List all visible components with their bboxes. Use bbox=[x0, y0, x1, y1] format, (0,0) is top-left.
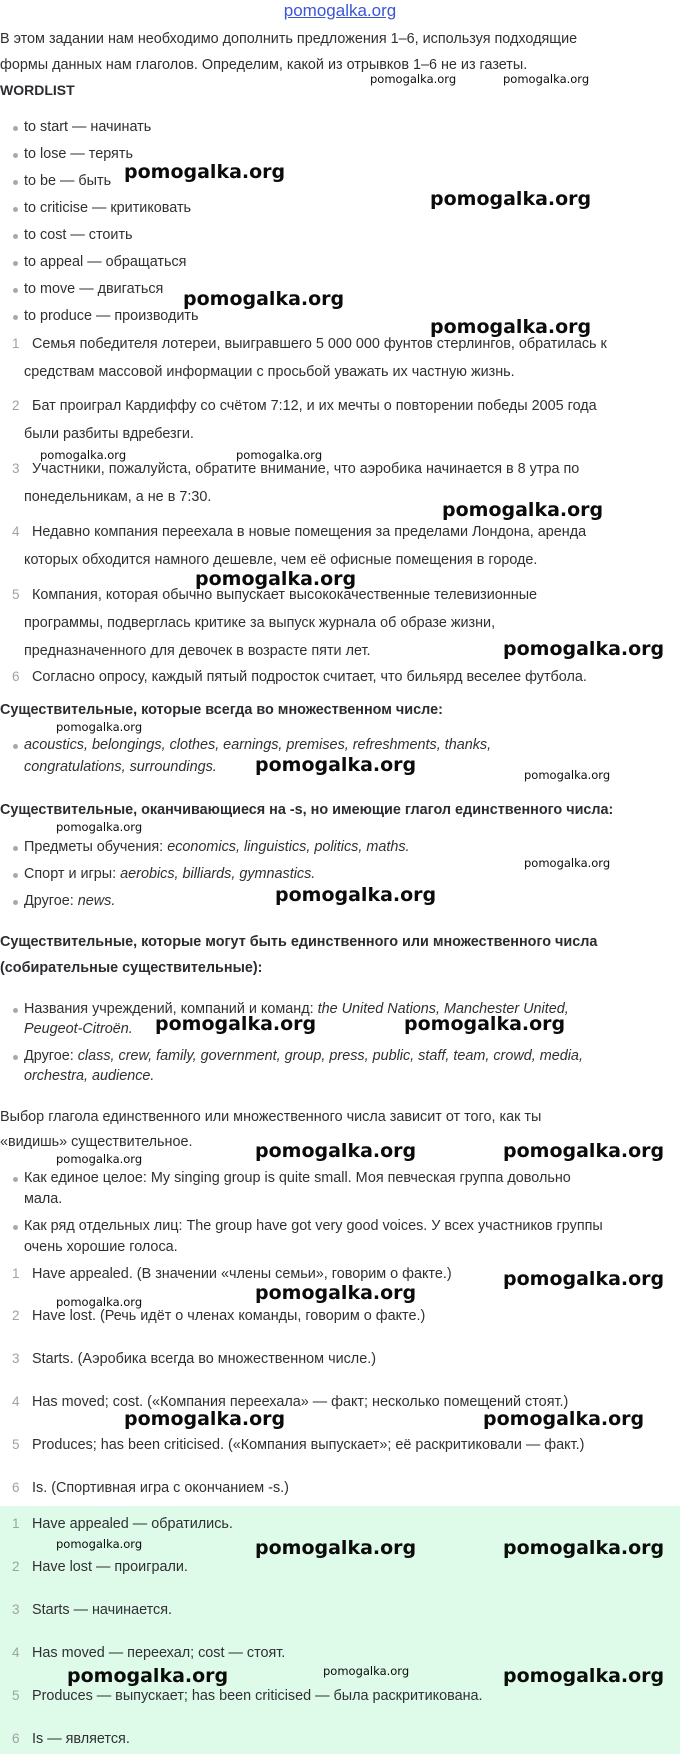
list-item: to move — двигаться bbox=[24, 281, 164, 297]
list-item bbox=[24, 860, 315, 888]
choice-text: «видишь» существительное. bbox=[0, 1134, 193, 1150]
bullet bbox=[13, 744, 18, 749]
watermark: pomogalka.org bbox=[255, 1537, 417, 1559]
answer-number: 1 bbox=[12, 1516, 20, 1531]
answer-number: 2 bbox=[12, 1559, 20, 1574]
watermark: pomogalka.org bbox=[323, 1664, 410, 1678]
bullet bbox=[13, 180, 18, 185]
passage-number: 2 bbox=[12, 398, 20, 413]
watermark: pomogalka.org bbox=[442, 499, 604, 521]
answer-text: Have appealed — обратились. bbox=[32, 1516, 233, 1532]
coll-item-label: Названия учреждений, компаний и команд: bbox=[24, 1001, 314, 1017]
watermark: pomogalka.org bbox=[503, 1268, 665, 1290]
passage-number: 4 bbox=[12, 524, 20, 539]
coll-item-words: the United Nations, Manchester United, bbox=[317, 1001, 569, 1017]
choice-line: очень хорошие голоса. bbox=[24, 1239, 178, 1255]
list-item: to be — быть bbox=[24, 173, 112, 189]
choice-line: Как единое целое: My singing group is quite small. Моя певческая группа довольно bbox=[24, 1170, 571, 1186]
explanation-text: Have lost. (Речь идёт о членах команды, говорим о факте.) bbox=[32, 1308, 426, 1324]
passage-line: предназначенного для девочек в возрасте пяти лет. bbox=[24, 643, 371, 659]
bullet bbox=[13, 1177, 18, 1182]
passage-line: Согласно опросу, каждый пятый подросток считает, что бильярд веселее футбола. bbox=[32, 669, 587, 685]
watermark: pomogalka.org bbox=[56, 1537, 143, 1551]
explanation-number: 6 bbox=[12, 1480, 20, 1495]
list-item: to appeal — обращаться bbox=[24, 254, 187, 270]
explanation-number: 4 bbox=[12, 1394, 20, 1409]
explanation-text: Has moved; cost. («Компания переехала» — факт; несколько помещений стоят.) bbox=[32, 1394, 569, 1410]
bullet bbox=[13, 153, 18, 158]
list-item bbox=[24, 887, 115, 915]
collective-line: Peugeot-Citroën. bbox=[24, 1021, 133, 1037]
bullet bbox=[13, 1225, 18, 1230]
coll-item-words: class, crew, family, government, group, press, public, staff, team, crowd, media, bbox=[77, 1048, 583, 1064]
passage-line: Недавно компания переехала в новые помещения за пределами Лондона, аренда bbox=[32, 524, 587, 540]
s-item-words: news. bbox=[77, 893, 116, 909]
passage-line: Компания, которая обычно выпускает высококачественные телевизионные bbox=[32, 587, 538, 603]
watermark: pomogalka.org bbox=[503, 638, 665, 660]
bullet bbox=[13, 1055, 18, 1060]
passage-line: Семья победителя лотереи, выигравшего 5 000 000 фунтов стерлингов, обратилась к bbox=[32, 336, 607, 352]
watermark: pomogalka.org bbox=[56, 720, 143, 734]
watermark: pomogalka.org bbox=[430, 188, 592, 210]
choice-line: мала. bbox=[24, 1191, 63, 1207]
plural-line: acoustics, belongings, clothes, earnings, premises, refreshments, thanks, bbox=[24, 737, 492, 753]
bullet bbox=[13, 1008, 18, 1013]
watermark: pomogalka.org bbox=[124, 161, 286, 183]
answer-text: Starts — начинается. bbox=[32, 1602, 173, 1618]
watermark: pomogalka.org bbox=[275, 884, 437, 906]
bullet bbox=[13, 873, 18, 878]
s-item-label: Предметы обучения: bbox=[24, 839, 164, 855]
watermark: pomogalka.org bbox=[56, 820, 143, 834]
passage-number: 1 bbox=[12, 336, 20, 351]
passage-number: 6 bbox=[12, 669, 20, 684]
passage-line: программы, подверглась критике за выпуск журнала об образе жизни, bbox=[24, 615, 496, 631]
explanation-text: Have appealed. (В значении «члены семьи», говорим о факте.) bbox=[32, 1266, 452, 1282]
passage-number: 5 bbox=[12, 587, 20, 602]
bullet bbox=[13, 261, 18, 266]
passage-line: Бат проиграл Кардиффу со счётом 7:12, и их мечты о повторении победы 2005 года bbox=[32, 398, 597, 414]
passage-line: которых обходится намного дешевле, чем её офисные помещения в городе. bbox=[24, 552, 538, 568]
s-nouns-title: Существительные, оканчивающиеся на -s, но имеющие глагол единственного числа: bbox=[0, 802, 614, 818]
explanation-number: 5 bbox=[12, 1437, 20, 1452]
explanation-text: Produces; has been criticised. («Компания выпускает»; её раскритиковали — факт.) bbox=[32, 1437, 585, 1453]
answer-number: 4 bbox=[12, 1645, 20, 1660]
bullet bbox=[13, 846, 18, 851]
watermark: pomogalka.org bbox=[67, 1665, 229, 1687]
watermark: pomogalka.org bbox=[483, 1408, 645, 1430]
bullet bbox=[13, 207, 18, 212]
passage-line: были разбиты вдребезги. bbox=[24, 426, 194, 442]
s-item-words: economics, linguistics, politics, maths. bbox=[167, 839, 410, 855]
list-item: to start — начинать bbox=[24, 119, 152, 135]
collective-line: orchestra, audience. bbox=[24, 1068, 155, 1084]
explanation-text: Starts. (Аэробика всегда во множественном числе.) bbox=[32, 1351, 376, 1367]
explanation-text: Is. (Спортивная игра с окончанием -s.) bbox=[32, 1480, 289, 1496]
wordlist-title: WORDLIST bbox=[0, 82, 75, 98]
watermark: pomogalka.org bbox=[524, 856, 611, 870]
answer-text: Produces — выпускает; has been criticised — была раскритикована. bbox=[32, 1688, 483, 1704]
s-item-label: Спорт и игры: bbox=[24, 866, 117, 882]
watermark: pomogalka.org bbox=[404, 1013, 566, 1035]
answer-text: Has moved — переехал; cost — стоят. bbox=[32, 1645, 286, 1661]
collective-title: Существительные, которые могут быть единственного или множественного числа bbox=[0, 934, 598, 950]
list-item: to produce — производить bbox=[24, 308, 199, 324]
explanation-number: 1 bbox=[12, 1266, 20, 1281]
watermark: pomogalka.org bbox=[255, 1140, 417, 1162]
watermark: pomogalka.org bbox=[503, 1665, 665, 1687]
bullet bbox=[13, 315, 18, 320]
answer-number: 5 bbox=[12, 1688, 20, 1703]
watermark: pomogalka.org bbox=[430, 316, 592, 338]
choice-text: Выбор глагола единственного или множественного числа зависит от того, как ты bbox=[0, 1109, 542, 1125]
watermark: pomogalka.org bbox=[255, 1282, 417, 1304]
watermark: pomogalka.org bbox=[183, 288, 345, 310]
bullet bbox=[13, 900, 18, 905]
passage-line: средствам массовой информации с просьбой уважать их частную жизнь. bbox=[24, 364, 515, 380]
passage-number: 3 bbox=[12, 461, 20, 476]
watermark: pomogalka.org bbox=[503, 1140, 665, 1162]
s-item-label: Другое: bbox=[24, 893, 74, 909]
watermark: pomogalka.org bbox=[40, 448, 127, 462]
watermark: pomogalka.org bbox=[255, 754, 417, 776]
watermark: pomogalka.org bbox=[524, 768, 611, 782]
watermark: pomogalka.org bbox=[503, 72, 590, 86]
passage-line: Участники, пожалуйста, обратите внимание, что аэробика начинается в 8 утра по bbox=[32, 461, 580, 477]
list-item: to criticise — критиковать bbox=[24, 200, 192, 216]
watermark: pomogalka.org bbox=[56, 1152, 143, 1166]
watermark: pomogalka.org bbox=[236, 448, 323, 462]
bullet bbox=[13, 234, 18, 239]
plural-title: Существительные, которые всегда во множественном числе: bbox=[0, 702, 443, 718]
bullet bbox=[13, 288, 18, 293]
coll-item-label: Другое: bbox=[24, 1048, 74, 1064]
watermark: pomogalka.org bbox=[56, 1295, 143, 1309]
watermark: pomogalka.org bbox=[195, 568, 357, 590]
s-item-words: aerobics, billiards, gymnastics. bbox=[120, 866, 316, 882]
intro-line-2: формы данных нам глаголов. Определим, какой из отрывков 1–6 не из газеты. bbox=[0, 57, 528, 73]
plural-line: congratulations, surroundings. bbox=[24, 759, 217, 775]
list-item bbox=[24, 833, 410, 861]
answer-text: Is — является. bbox=[32, 1731, 130, 1747]
bullet bbox=[13, 126, 18, 131]
passage-line: понедельникам, а не в 7:30. bbox=[24, 489, 212, 505]
explanation-number: 2 bbox=[12, 1308, 20, 1323]
intro-line-1: В этом задании нам необходимо дополнить предложения 1–6, используя подходящие bbox=[0, 31, 578, 47]
choice-line: Как ряд отдельных лиц: The group have got very good voices. У всех участников группы bbox=[24, 1218, 603, 1234]
answer-number: 3 bbox=[12, 1602, 20, 1617]
collective-title: (собирательные существительные): bbox=[0, 960, 263, 976]
answer-text: Have lost — проиграли. bbox=[32, 1559, 188, 1575]
list-item: to cost — стоить bbox=[24, 227, 133, 243]
explanation-number: 3 bbox=[12, 1351, 20, 1366]
watermark: pomogalka.org bbox=[503, 1537, 665, 1559]
watermark: pomogalka.org bbox=[370, 72, 457, 86]
watermark: pomogalka.org bbox=[155, 1013, 317, 1035]
watermark-link[interactable]: pomogalka.org bbox=[283, 1, 397, 20]
answer-number: 6 bbox=[12, 1731, 20, 1746]
list-item: to lose — терять bbox=[24, 146, 133, 162]
watermark: pomogalka.org bbox=[124, 1408, 286, 1430]
